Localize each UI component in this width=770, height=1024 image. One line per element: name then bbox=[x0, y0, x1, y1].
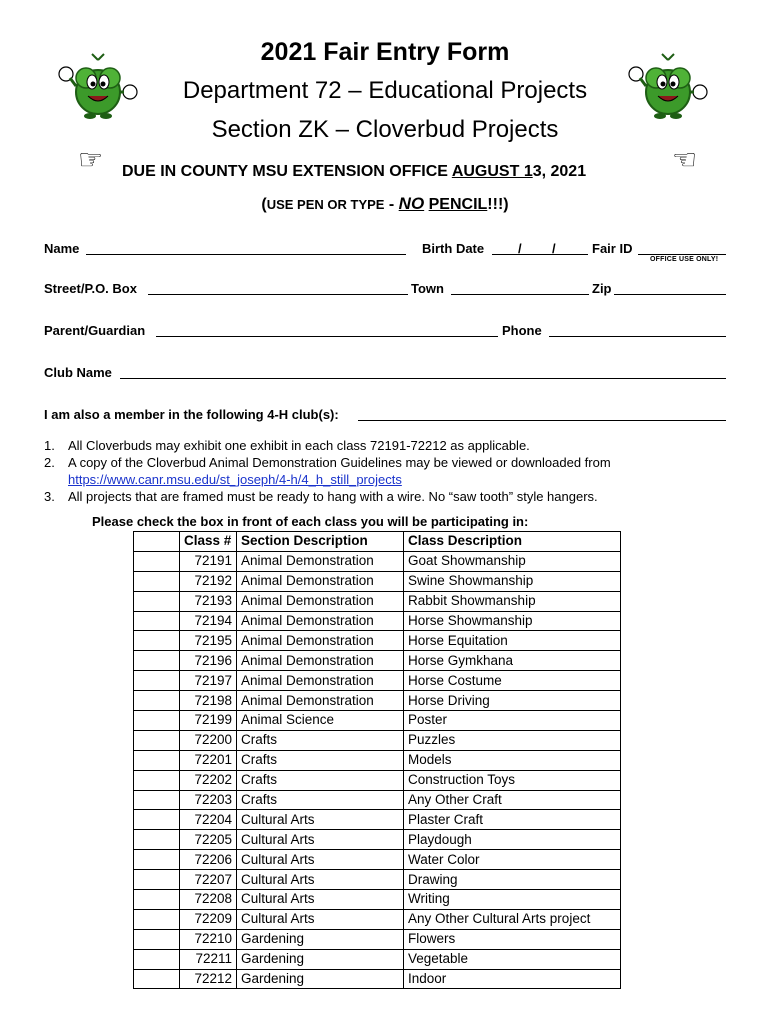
section-description-cell: Animal Demonstration bbox=[237, 611, 404, 631]
birth-date-field[interactable] bbox=[492, 254, 588, 255]
section-description-cell: Cultural Arts bbox=[237, 810, 404, 830]
class-description-cell: Playdough bbox=[404, 830, 621, 850]
table-row bbox=[134, 830, 621, 850]
section-description-cell: Animal Demonstration bbox=[237, 631, 404, 651]
section-description-cell: Cultural Arts bbox=[237, 830, 404, 850]
table-row bbox=[134, 929, 621, 949]
class-description-cell: Indoor bbox=[404, 969, 621, 989]
street-label: Street/P.O. Box bbox=[44, 281, 137, 296]
table-row bbox=[134, 591, 621, 611]
phone-label: Phone bbox=[502, 323, 542, 338]
class-description-cell: Horse Showmanship bbox=[404, 611, 621, 631]
table-header-row bbox=[134, 532, 621, 552]
class-description-cell: Swine Showmanship bbox=[404, 571, 621, 591]
note-text: A copy of the Cloverbud Animal Demonstration Guidelines may be viewed or downloaded from bbox=[68, 455, 611, 470]
guidelines-link[interactable]: https://www.canr.msu.edu/st_joseph/4-h/4_h_still_projects bbox=[68, 472, 402, 487]
birth-date-separator: / bbox=[552, 241, 556, 256]
street-field[interactable] bbox=[148, 294, 408, 295]
section-description-cell: Crafts bbox=[237, 750, 404, 770]
name-field[interactable] bbox=[86, 254, 406, 255]
section-description-header: Section Description bbox=[237, 532, 404, 552]
class-number-cell: 72209 bbox=[180, 909, 237, 929]
zip-field[interactable] bbox=[614, 294, 726, 295]
class-checkbox[interactable] bbox=[134, 551, 180, 571]
class-checkbox[interactable] bbox=[134, 611, 180, 631]
class-description-cell: Poster bbox=[404, 711, 621, 731]
town-field[interactable] bbox=[451, 294, 589, 295]
table-row bbox=[134, 730, 621, 750]
table-row bbox=[134, 611, 621, 631]
class-number-header: Class # bbox=[180, 532, 237, 552]
class-number-cell: 72192 bbox=[180, 571, 237, 591]
note-item bbox=[44, 454, 724, 488]
table-row bbox=[134, 651, 621, 671]
class-checkbox[interactable] bbox=[134, 969, 180, 989]
table-row bbox=[134, 969, 621, 989]
town-label: Town bbox=[411, 281, 444, 296]
class-description-cell: Rabbit Showmanship bbox=[404, 591, 621, 611]
zip-label: Zip bbox=[592, 281, 612, 296]
class-number-cell: 72199 bbox=[180, 711, 237, 731]
section-description-cell: Animal Science bbox=[237, 711, 404, 731]
note-item bbox=[44, 437, 724, 454]
pen-instruction bbox=[0, 194, 770, 214]
class-description-cell: Plaster Craft bbox=[404, 810, 621, 830]
class-checkbox[interactable] bbox=[134, 870, 180, 890]
class-description-cell: Horse Costume bbox=[404, 671, 621, 691]
class-description-cell: Writing bbox=[404, 890, 621, 910]
class-checkbox[interactable] bbox=[134, 750, 180, 770]
class-description-cell: Construction Toys bbox=[404, 770, 621, 790]
class-description-cell: Any Other Craft bbox=[404, 790, 621, 810]
pen-text: USE PEN OR TYPE bbox=[266, 197, 385, 212]
class-number-cell: 72197 bbox=[180, 671, 237, 691]
fair-id-label: Fair ID bbox=[592, 241, 633, 256]
pointing-hand-right-icon: ☞ bbox=[78, 144, 104, 175]
class-number-cell: 72201 bbox=[180, 750, 237, 770]
class-description-cell: Flowers bbox=[404, 929, 621, 949]
class-number-cell: 72207 bbox=[180, 870, 237, 890]
name-label: Name bbox=[44, 241, 80, 256]
class-number-cell: 72194 bbox=[180, 611, 237, 631]
other-clubs-label: I am also a member in the following 4-H club(s): bbox=[44, 407, 339, 422]
class-checkbox[interactable] bbox=[134, 810, 180, 830]
birth-date-separator: / bbox=[518, 241, 522, 256]
class-checkbox[interactable] bbox=[134, 909, 180, 929]
classes-table bbox=[133, 531, 621, 989]
table-row bbox=[134, 909, 621, 929]
note-number: 2. bbox=[44, 455, 55, 470]
table-row bbox=[134, 770, 621, 790]
class-number-cell: 72203 bbox=[180, 790, 237, 810]
class-checkbox[interactable] bbox=[134, 631, 180, 651]
notes-list bbox=[44, 437, 724, 505]
class-checkbox[interactable] bbox=[134, 591, 180, 611]
section-description-cell: Cultural Arts bbox=[237, 909, 404, 929]
table-row bbox=[134, 631, 621, 651]
class-checkbox[interactable] bbox=[134, 691, 180, 711]
class-checkbox[interactable] bbox=[134, 929, 180, 949]
class-checkbox[interactable] bbox=[134, 830, 180, 850]
section-description-cell: Animal Demonstration bbox=[237, 651, 404, 671]
section-title: Section ZK – Cloverbud Projects bbox=[211, 116, 559, 143]
class-description-cell: Horse Driving bbox=[404, 691, 621, 711]
class-description-header: Class Description bbox=[404, 532, 621, 552]
table-row bbox=[134, 551, 621, 571]
pointing-hand-left-icon: ☜ bbox=[672, 144, 698, 175]
office-use-only-note: OFFICE USE ONLY! bbox=[650, 256, 719, 263]
department-title: Department 72 – Educational Projects bbox=[182, 77, 588, 104]
section-description-cell: Gardening bbox=[237, 969, 404, 989]
class-number-cell: 72208 bbox=[180, 890, 237, 910]
class-checkbox[interactable] bbox=[134, 730, 180, 750]
class-number-cell: 72196 bbox=[180, 651, 237, 671]
class-number-cell: 72212 bbox=[180, 969, 237, 989]
note-text: All Cloverbuds may exhibit one exhibit in each class 72191-72212 as applicable. bbox=[68, 438, 530, 453]
table-row bbox=[134, 810, 621, 830]
table-row bbox=[134, 571, 621, 591]
class-description-cell: Drawing bbox=[404, 870, 621, 890]
section-description-cell: Cultural Arts bbox=[237, 850, 404, 870]
table-row bbox=[134, 890, 621, 910]
table-row bbox=[134, 711, 621, 731]
class-description-cell: Water Color bbox=[404, 850, 621, 870]
class-number-cell: 72206 bbox=[180, 850, 237, 870]
table-row bbox=[134, 691, 621, 711]
section-description-cell: Crafts bbox=[237, 770, 404, 790]
section-description-cell: Animal Demonstration bbox=[237, 671, 404, 691]
pen-dash: - bbox=[384, 196, 399, 213]
section-description-cell: Animal Demonstration bbox=[237, 571, 404, 591]
due-prefix: DUE IN COUNTY MSU EXTENSION OFFICE bbox=[122, 163, 452, 180]
class-description-cell: Goat Showmanship bbox=[404, 551, 621, 571]
class-number-cell: 72210 bbox=[180, 929, 237, 949]
class-number-cell: 72200 bbox=[180, 730, 237, 750]
class-number-cell: 72202 bbox=[180, 770, 237, 790]
note-number: 3. bbox=[44, 489, 55, 504]
due-date-rest: 3, 2021 bbox=[532, 163, 587, 180]
table-row bbox=[134, 949, 621, 969]
class-checkbox[interactable] bbox=[134, 890, 180, 910]
class-number-cell: 72193 bbox=[180, 591, 237, 611]
class-number-cell: 72211 bbox=[180, 949, 237, 969]
club-name-field[interactable] bbox=[120, 378, 726, 379]
birth-date-label: Birth Date bbox=[422, 241, 485, 256]
class-number-cell: 72195 bbox=[180, 631, 237, 651]
section-description-cell: Animal Demonstration bbox=[237, 691, 404, 711]
class-number-cell: 72198 bbox=[180, 691, 237, 711]
due-date-underlined: AUGUST 1 bbox=[451, 163, 533, 180]
class-description-cell: Horse Gymkhana bbox=[404, 651, 621, 671]
class-checkbox[interactable] bbox=[134, 790, 180, 810]
table-row bbox=[134, 850, 621, 870]
pen-pencil: PENCIL bbox=[428, 196, 488, 213]
class-description-cell: Models bbox=[404, 750, 621, 770]
form-title: 2021 Fair Entry Form bbox=[260, 38, 510, 66]
class-description-cell: Horse Equitation bbox=[404, 631, 621, 651]
section-description-cell: Animal Demonstration bbox=[237, 591, 404, 611]
note-item bbox=[44, 488, 724, 505]
class-checkbox[interactable] bbox=[134, 671, 180, 691]
fair-id-field[interactable] bbox=[638, 254, 726, 255]
note-number: 1. bbox=[44, 438, 55, 453]
class-number-cell: 72205 bbox=[180, 830, 237, 850]
class-number-cell: 72204 bbox=[180, 810, 237, 830]
note-text: All projects that are framed must be ready to hang with a wire. No “saw tooth” style hangers. bbox=[68, 489, 598, 504]
class-checkbox[interactable] bbox=[134, 651, 180, 671]
section-description-cell: Gardening bbox=[237, 949, 404, 969]
table-row bbox=[134, 750, 621, 770]
pen-open: ( bbox=[261, 196, 267, 213]
check-box-instruction: Please check the box in front of each class you will be participating in: bbox=[92, 514, 529, 529]
class-description-cell: Puzzles bbox=[404, 730, 621, 750]
table-row bbox=[134, 790, 621, 810]
pen-no: NO bbox=[398, 194, 425, 213]
class-checkbox[interactable] bbox=[134, 949, 180, 969]
section-description-cell: Cultural Arts bbox=[237, 890, 404, 910]
class-number-cell: 72191 bbox=[180, 551, 237, 571]
parent-guardian-field[interactable] bbox=[156, 336, 498, 337]
class-description-cell: Vegetable bbox=[404, 949, 621, 969]
parent-guardian-label: Parent/Guardian bbox=[44, 323, 146, 338]
club-name-label: Club Name bbox=[44, 365, 112, 380]
checkbox-column-header bbox=[134, 532, 180, 552]
classes-table-body bbox=[134, 551, 621, 989]
class-checkbox[interactable] bbox=[134, 850, 180, 870]
other-clubs-field[interactable] bbox=[358, 420, 726, 421]
class-checkbox[interactable] bbox=[134, 770, 180, 790]
pen-close: !!!) bbox=[487, 196, 509, 213]
class-checkbox[interactable] bbox=[134, 571, 180, 591]
due-date-notice bbox=[122, 163, 586, 181]
section-description-cell: Crafts bbox=[237, 730, 404, 750]
class-description-cell: Any Other Cultural Arts project bbox=[404, 909, 621, 929]
section-description-cell: Animal Demonstration bbox=[237, 551, 404, 571]
section-description-cell: Cultural Arts bbox=[237, 870, 404, 890]
phone-field[interactable] bbox=[549, 336, 726, 337]
table-row bbox=[134, 870, 621, 890]
section-description-cell: Gardening bbox=[237, 929, 404, 949]
section-description-cell: Crafts bbox=[237, 790, 404, 810]
class-checkbox[interactable] bbox=[134, 711, 180, 731]
table-row bbox=[134, 671, 621, 691]
